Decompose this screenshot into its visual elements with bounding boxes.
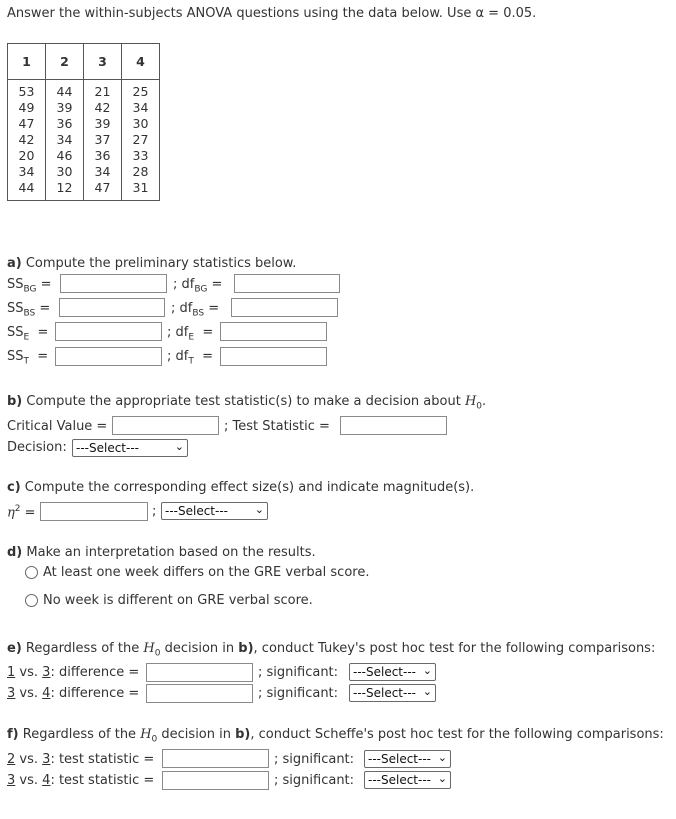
data-column-2: 44 39 36 34 46 30 12: [46, 80, 84, 201]
significant-label: ; significant:: [274, 773, 355, 788]
tukey-row-label: 1 vs. 3: difference =: [7, 665, 140, 680]
radio-option-no-difference[interactable]: [25, 594, 38, 607]
chevron-down-icon: ⌄: [254, 503, 264, 516]
significant-label: ; significant:: [274, 752, 355, 767]
df-e-label: ; $df_E$ =: [167, 325, 214, 343]
tukey-row-label: 3 vs. 4: difference =: [7, 686, 140, 701]
scheffe-3-4-input[interactable]: [162, 771, 269, 790]
option-differs-label: At least one week differs on the GRE verbal score.: [43, 565, 370, 580]
df-bg-label: ; $df_{BG}$ =: [173, 277, 223, 295]
chevron-down-icon: ⌄: [174, 440, 184, 453]
ss-bs-input[interactable]: [59, 298, 165, 317]
df-e-input[interactable]: [220, 322, 327, 341]
scheffe-row-label: 2 vs. 3: test statistic =: [7, 752, 155, 767]
data-column-1: 53 49 47 42 20 34 44: [8, 80, 46, 201]
magnitude-select[interactable]: ---Select--- ⌄: [161, 502, 268, 520]
chevron-down-icon: ⌄: [422, 664, 432, 677]
decision-label: Decision:: [7, 440, 67, 455]
data-column-3: 21 42 39 37 36 34 47: [84, 80, 122, 201]
chevron-down-icon: ⌄: [437, 751, 447, 764]
part-f-heading: f) Regardless of the $H_0$ decision in b), conduct Scheffe's post hoc test for the following comparisons:: [7, 727, 664, 745]
ss-t-label: $SS_T$ =: [7, 349, 49, 367]
separator: ;: [152, 504, 157, 519]
option-no-difference-label: No week is different on GRE verbal score.: [43, 593, 313, 608]
critical-value-input[interactable]: [112, 416, 219, 435]
tukey-1-3-significant-select[interactable]: ---Select--- ⌄: [349, 663, 436, 681]
eta-squared-label: $\eta^2$ =: [7, 504, 36, 521]
scheffe-2-3-significant-select[interactable]: ---Select--- ⌄: [364, 750, 451, 768]
data-column-4: 25 34 30 27 33 28 31: [122, 80, 160, 201]
chevron-down-icon: ⌄: [422, 685, 432, 698]
scheffe-row-label: 3 vs. 4: test statistic =: [7, 773, 155, 788]
part-a-heading: a) Compute the preliminary statistics below.: [7, 256, 297, 271]
df-t-label: ; $df_T$ =: [167, 349, 214, 367]
tukey-3-4-significant-select[interactable]: ---Select--- ⌄: [349, 684, 436, 702]
df-t-input[interactable]: [220, 347, 327, 366]
radio-option-differs[interactable]: [25, 566, 38, 579]
column-header: 1: [8, 44, 46, 80]
scheffe-3-4-significant-select[interactable]: ---Select--- ⌄: [364, 771, 451, 789]
df-bg-input[interactable]: [234, 274, 340, 293]
df-bs-label: ; $df_{BS}$ =: [171, 301, 220, 319]
ss-bg-label: $SS_{BG}$ =: [7, 277, 52, 295]
tukey-3-4-input[interactable]: [146, 684, 253, 703]
tukey-1-3-input[interactable]: [146, 663, 253, 682]
scheffe-2-3-input[interactable]: [162, 749, 269, 768]
instructions: Answer the within-subjects ANOVA questions using the data below. Use α = 0.05.: [7, 6, 537, 21]
ss-e-label: $SS_E$ =: [7, 325, 49, 343]
test-statistic-label: ; Test Statistic =: [224, 419, 330, 434]
chevron-down-icon: ⌄: [437, 772, 447, 785]
column-header: 3: [84, 44, 122, 80]
test-statistic-input[interactable]: [340, 416, 447, 435]
ss-e-input[interactable]: [55, 322, 162, 341]
part-c-heading: c) Compute the corresponding effect size(s) and indicate magnitude(s).: [7, 480, 475, 495]
ss-t-input[interactable]: [55, 347, 162, 366]
decision-select[interactable]: ---Select--- ⌄: [72, 439, 188, 457]
critical-value-label: Critical Value =: [7, 419, 108, 434]
part-b-heading: b) Compute the appropriate test statistic(s) to make a decision about $H_0$.: [7, 394, 487, 412]
ss-bg-input[interactable]: [60, 274, 167, 293]
part-e-heading: e) Regardless of the $H_0$ decision in b), conduct Tukey's post hoc test for the following comparisons:: [7, 641, 656, 659]
column-header: 2: [46, 44, 84, 80]
ss-bs-label: $SS_{BS}$ =: [7, 301, 51, 319]
df-bs-input[interactable]: [231, 298, 338, 317]
significant-label: ; significant:: [258, 686, 339, 701]
eta-squared-input[interactable]: [40, 502, 148, 521]
data-table: [7, 43, 160, 201]
column-header: 4: [122, 44, 160, 80]
significant-label: ; significant:: [258, 665, 339, 680]
part-d-heading: d) Make an interpretation based on the results.: [7, 545, 316, 560]
